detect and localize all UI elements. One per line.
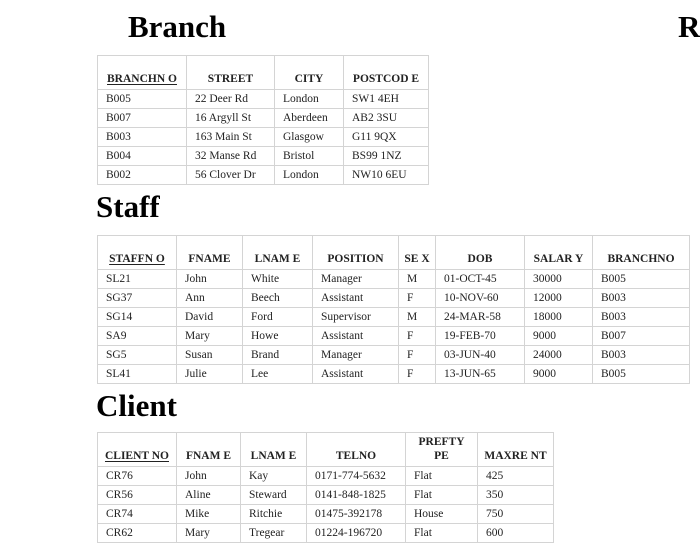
table-cell: Julie <box>177 365 243 384</box>
table-cell: SA9 <box>98 327 177 346</box>
column-header: BRANCHNO <box>593 236 690 270</box>
column-header: TELNO <box>307 433 406 467</box>
table-cell: M <box>399 270 436 289</box>
table-row <box>98 128 429 147</box>
column-header: CITY <box>275 56 344 90</box>
table-cell: 9000 <box>525 327 593 346</box>
table-cell: 425 <box>478 467 554 486</box>
table-row <box>98 270 690 289</box>
table-cell: Brand <box>243 346 313 365</box>
table-cell: Flat <box>406 486 478 505</box>
cut-off-title: R <box>678 9 700 44</box>
table-cell: 30000 <box>525 270 593 289</box>
table-cell: 163 Main St <box>187 128 275 147</box>
table-cell: Mike <box>177 505 241 524</box>
table-cell: SL21 <box>98 270 177 289</box>
table-cell: 16 Argyll St <box>187 109 275 128</box>
column-header: SE X <box>399 236 436 270</box>
table-cell: 750 <box>478 505 554 524</box>
table-cell: 32 Manse Rd <box>187 147 275 166</box>
table-cell: Manager <box>313 346 399 365</box>
table-cell: NW10 6EU <box>344 166 429 185</box>
column-header: FNAM E <box>177 433 241 467</box>
table-cell: Manager <box>313 270 399 289</box>
table-cell: B005 <box>593 365 690 384</box>
table-row <box>98 166 429 185</box>
column-header: MAXRE NT <box>478 433 554 467</box>
table-row <box>98 467 554 486</box>
table-cell: B007 <box>593 327 690 346</box>
table-cell: John <box>177 270 243 289</box>
table-cell: Susan <box>177 346 243 365</box>
table-cell: Kay <box>241 467 307 486</box>
client-title: Client <box>96 388 177 423</box>
column-header: STAFFN O <box>98 236 177 270</box>
table-cell: 18000 <box>525 308 593 327</box>
table-cell: 13-JUN-65 <box>436 365 525 384</box>
table-cell: 01475-392178 <box>307 505 406 524</box>
table-row <box>98 524 554 543</box>
table-cell: 0171-774-5632 <box>307 467 406 486</box>
table-cell: 24-MAR-58 <box>436 308 525 327</box>
table-cell: B005 <box>98 90 187 109</box>
table-row <box>98 486 554 505</box>
staff-table <box>97 235 690 384</box>
table-cell: F <box>399 289 436 308</box>
table-row <box>98 365 690 384</box>
table-row <box>98 327 690 346</box>
table-cell: John <box>177 467 241 486</box>
table-cell: Glasgow <box>275 128 344 147</box>
column-header: BRANCHN O <box>98 56 187 90</box>
table-cell: CR56 <box>98 486 177 505</box>
table-cell: CR62 <box>98 524 177 543</box>
table-cell: Steward <box>241 486 307 505</box>
table-cell: B004 <box>98 147 187 166</box>
table-row <box>98 505 554 524</box>
table-cell: 350 <box>478 486 554 505</box>
column-header: FNAME <box>177 236 243 270</box>
table-cell: London <box>275 90 344 109</box>
staff-title: Staff <box>96 189 160 224</box>
table-cell: BS99 1NZ <box>344 147 429 166</box>
table-cell: Assistant <box>313 365 399 384</box>
table-cell: Aline <box>177 486 241 505</box>
header-row <box>98 433 554 467</box>
table-cell: 22 Deer Rd <box>187 90 275 109</box>
table-cell: 03-JUN-40 <box>436 346 525 365</box>
table-cell: White <box>243 270 313 289</box>
table-cell: Bristol <box>275 147 344 166</box>
table-cell: B003 <box>98 128 187 147</box>
table-row <box>98 346 690 365</box>
column-header: LNAM E <box>243 236 313 270</box>
table-cell: CR74 <box>98 505 177 524</box>
table-row <box>98 147 429 166</box>
table-row <box>98 308 690 327</box>
table-cell: B005 <box>593 270 690 289</box>
column-header: SALAR Y <box>525 236 593 270</box>
table-cell: AB2 3SU <box>344 109 429 128</box>
branch-table <box>97 55 429 185</box>
table-cell: Aberdeen <box>275 109 344 128</box>
table-cell: B003 <box>593 346 690 365</box>
branch-title: Branch <box>128 9 227 44</box>
table-cell: Ritchie <box>241 505 307 524</box>
table-cell: Ford <box>243 308 313 327</box>
column-header: LNAM E <box>241 433 307 467</box>
table-cell: F <box>399 365 436 384</box>
table-cell: 10-NOV-60 <box>436 289 525 308</box>
table-cell: CR76 <box>98 467 177 486</box>
table-cell: M <box>399 308 436 327</box>
header-row <box>98 56 429 90</box>
table-cell: SW1 4EH <box>344 90 429 109</box>
table-cell: Ann <box>177 289 243 308</box>
table-cell: B002 <box>98 166 187 185</box>
table-cell: Tregear <box>241 524 307 543</box>
table-cell: 12000 <box>525 289 593 308</box>
table-cell: SG14 <box>98 308 177 327</box>
client-table <box>97 432 554 543</box>
table-cell: 0141-848-1825 <box>307 486 406 505</box>
table-cell: Assistant <box>313 289 399 308</box>
table-cell: B007 <box>98 109 187 128</box>
table-cell: 19-FEB-70 <box>436 327 525 346</box>
table-cell: House <box>406 505 478 524</box>
table-cell: 01-OCT-45 <box>436 270 525 289</box>
column-header: CLIENT NO <box>98 433 177 467</box>
table-cell: 01224-196720 <box>307 524 406 543</box>
header-row <box>98 236 690 270</box>
column-header: POSTCOD E <box>344 56 429 90</box>
table-cell: Flat <box>406 524 478 543</box>
table-cell: SG37 <box>98 289 177 308</box>
table-cell: SG5 <box>98 346 177 365</box>
table-cell: B003 <box>593 308 690 327</box>
table-cell: Howe <box>243 327 313 346</box>
table-cell: London <box>275 166 344 185</box>
table-row <box>98 109 429 128</box>
table-cell: 9000 <box>525 365 593 384</box>
table-cell: Beech <box>243 289 313 308</box>
table-cell: David <box>177 308 243 327</box>
table-cell: 56 Clover Dr <box>187 166 275 185</box>
column-header: DOB <box>436 236 525 270</box>
table-cell: Supervisor <box>313 308 399 327</box>
table-cell: Lee <box>243 365 313 384</box>
table-row <box>98 289 690 308</box>
column-header: POSITION <box>313 236 399 270</box>
table-cell: Flat <box>406 467 478 486</box>
table-cell: Mary <box>177 524 241 543</box>
column-header: STREET <box>187 56 275 90</box>
table-cell: SL41 <box>98 365 177 384</box>
table-cell: B003 <box>593 289 690 308</box>
table-cell: 24000 <box>525 346 593 365</box>
table-cell: F <box>399 346 436 365</box>
table-cell: G11 9QX <box>344 128 429 147</box>
table-cell: Mary <box>177 327 243 346</box>
table-cell: F <box>399 327 436 346</box>
table-cell: Assistant <box>313 327 399 346</box>
table-row <box>98 90 429 109</box>
column-header: PREFTY PE <box>406 433 478 467</box>
table-cell: 600 <box>478 524 554 543</box>
